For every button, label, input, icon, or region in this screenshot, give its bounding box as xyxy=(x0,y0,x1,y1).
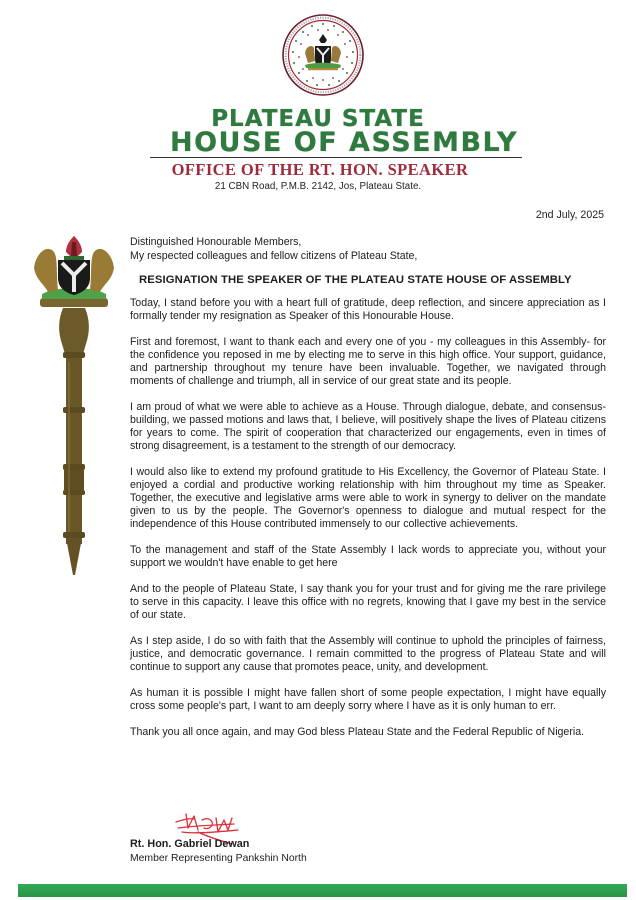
letter-date: 2nd July, 2025 xyxy=(535,209,604,221)
assembly-seal-icon xyxy=(281,13,365,97)
office-address: 21 CBN Road, P.M.B. 2142, Jos, Plateau State. xyxy=(214,181,422,192)
salutation xyxy=(130,236,606,263)
paragraph: To the management and staff of the State Assembly I lack words to appreciate you, without your support we wouldn't have enable to get here xyxy=(130,544,606,569)
paragraph: And to the people of Plateau State, I say thank you for your trust and for giving me the rare privilege to serve in this capacity. I leave this office with no regrets, knowing that I gave my best in the service of our state. xyxy=(130,583,606,621)
footer-bar xyxy=(18,884,627,897)
state-name: PLATEAU STATE xyxy=(211,106,425,132)
salutation-line: Distinguished Honourable Members, xyxy=(130,236,302,248)
office-title: OFFICE OF THE RT. HON. SPEAKER xyxy=(171,160,469,179)
paragraph: First and foremost, I want to thank each and every one of you - my colleagues in this Assembly- for the confidence you reposed in me by electing me to serve in this high office. Your support, guidance, and partnership throughout my tenure have been invaluable. Together, we navigated through moments of challenge and triumph, all in service of our great state and its people. xyxy=(130,336,606,387)
signer-name: Rt. Hon. Gabriel Dewan xyxy=(130,838,250,850)
paragraph: As I step aside, I do so with faith that the Assembly will continue to uphold the principles of fairness, justice, and democratic governance. I remain committed to the progress of Plateau State and will continue to support any cause that promotes peace, unity, and development. xyxy=(130,635,606,673)
paragraph: Today, I stand before you with a heart full of gratitude, deep reflection, and sincere appreciation as I formally tender my resignation as Speaker of this Honourable House. xyxy=(130,297,606,322)
paragraph: Thank you all once again, and may God bless Plateau State and the Federal Republic of Nigeria. xyxy=(130,726,585,738)
paragraph: I would also like to extend my profound gratitude to His Excellency, the Governor of Plateau State. I enjoyed a cordial and productive working relationship with him throughout my time as Speaker. Together, the executive and legislative arms were able to work in synergy to deliver on the mandate given to us by the people. The Governor's openness to dialogue and mutual respect for the independence of this House contributed immensely to our collective achievements. xyxy=(130,466,606,530)
paragraph: As human it is possible I might have fallen short of some people expectation, I might have equally cross some people's part, I want to am deeply sorry where I have as it is only human to err. xyxy=(130,687,606,712)
letter-subject: RESIGNATION THE SPEAKER OF THE PLATEAU STATE HOUSE OF ASSEMBLY xyxy=(139,274,572,286)
paragraph: I am proud of what we were able to achieve as a House. Through dialogue, debate, and consensus-building, we passed motions and laws that, I believe, will positively shape the lives of Plateau citizens for years to come. The spirit of cooperation that characterized our engagements, even in times of strong disagreement, is a testament to the strength of our democracy. xyxy=(130,401,606,452)
letter-body xyxy=(130,236,606,752)
signer-role: Member Representing Pankshin North xyxy=(130,853,307,864)
house-name: HOUSE OF ASSEMBLY xyxy=(170,127,519,158)
mace-icon xyxy=(28,232,120,577)
salutation-line: My respected colleagues and fellow citizens of Plateau State, xyxy=(130,249,418,262)
header-divider xyxy=(150,157,522,158)
